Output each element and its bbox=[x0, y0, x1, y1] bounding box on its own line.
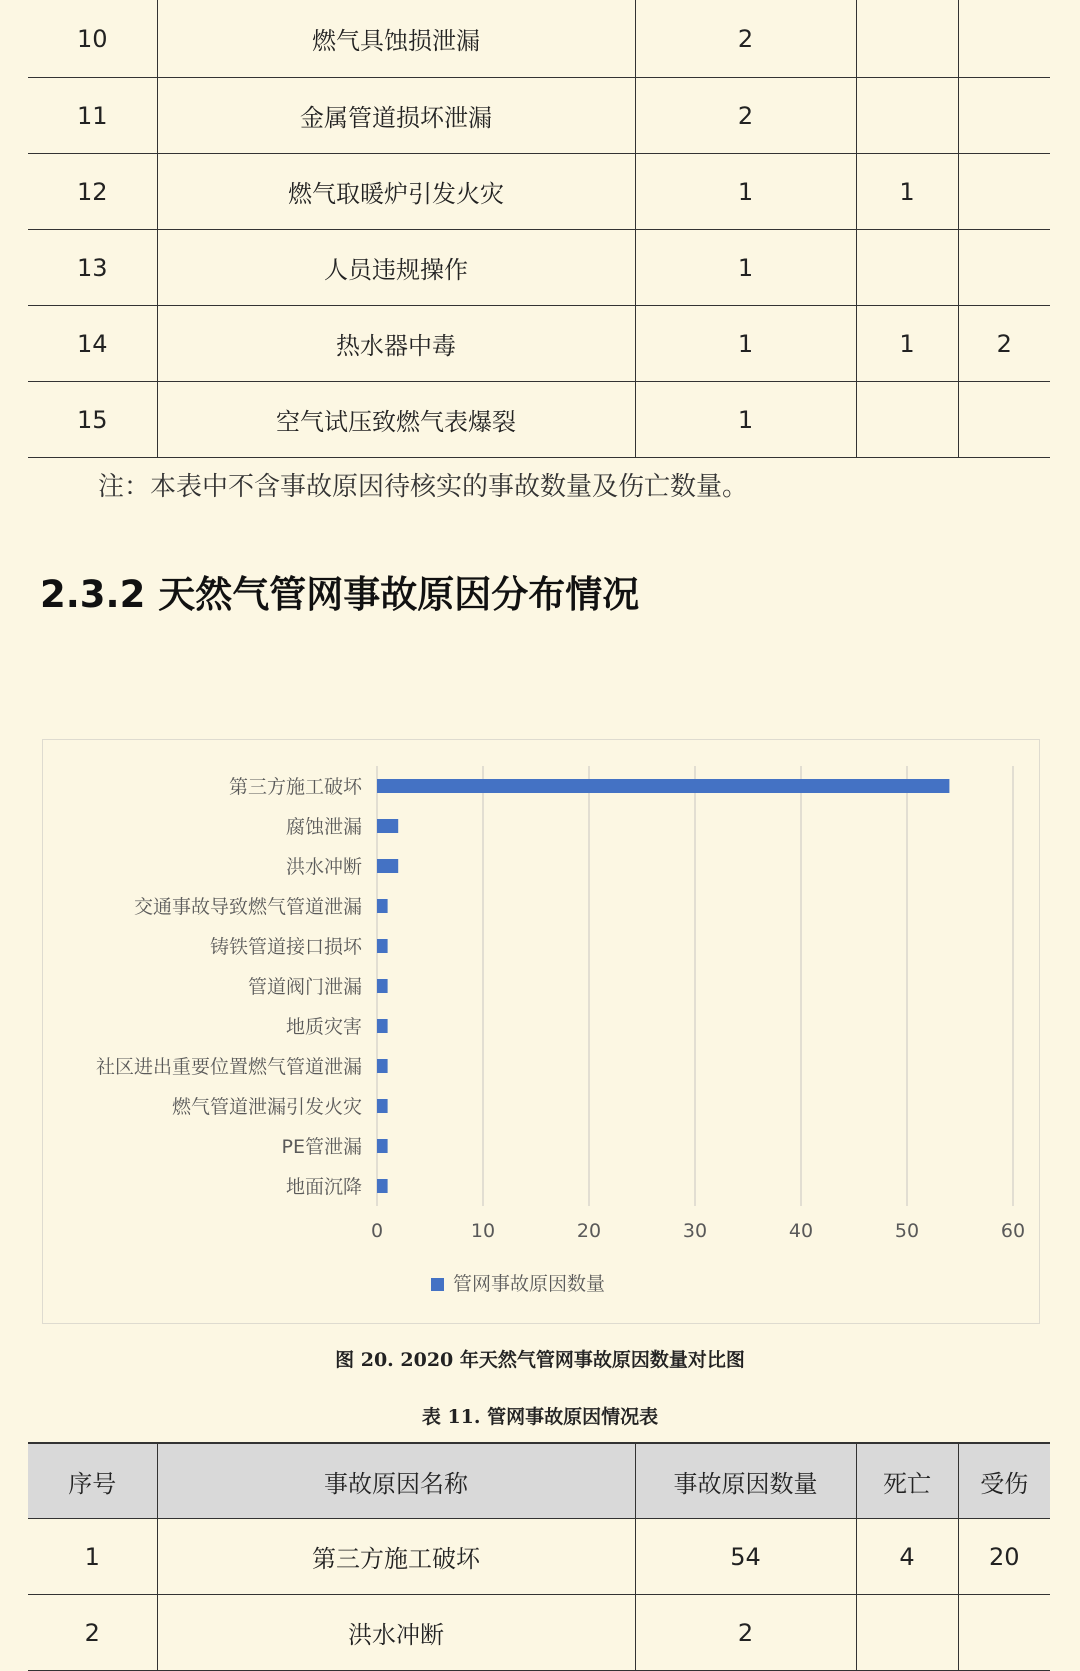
cause-name: 燃气取暖炉引发火灾 bbox=[157, 154, 635, 230]
category-label: 交通事故导致燃气管道泄漏 bbox=[133, 896, 362, 918]
deaths bbox=[856, 78, 958, 154]
bar bbox=[377, 1019, 388, 1033]
cause-name: 热水器中毒 bbox=[157, 306, 635, 382]
bar bbox=[377, 1099, 388, 1113]
injured bbox=[958, 78, 1050, 154]
injured bbox=[958, 1595, 1050, 1671]
x-tick-label: 30 bbox=[682, 1220, 708, 1242]
cause-count: 1 bbox=[635, 230, 856, 306]
category-label: 管道阀门泄漏 bbox=[247, 976, 362, 998]
bar bbox=[377, 1179, 388, 1193]
section-heading: 2.3.2 天然气管网事故原因分布情况 bbox=[40, 573, 640, 616]
x-tick-label: 50 bbox=[894, 1220, 920, 1242]
header-injured: 受伤 bbox=[958, 1443, 1050, 1519]
row-number: 11 bbox=[28, 78, 157, 154]
table-caption: 表 11. 管网事故原因情况表 bbox=[421, 1406, 659, 1428]
pipeline-accident-cause-table bbox=[28, 1442, 1050, 1671]
chart-container bbox=[42, 739, 1040, 1324]
deaths: 1 bbox=[856, 306, 958, 382]
row-number: 15 bbox=[28, 382, 157, 458]
cause-name: 洪水冲断 bbox=[157, 1595, 635, 1671]
injured bbox=[958, 0, 1050, 78]
injured bbox=[958, 154, 1050, 230]
cause-name: 金属管道损坏泄漏 bbox=[157, 78, 635, 154]
row-number: 1 bbox=[28, 1519, 157, 1595]
category-label: 地质灾害 bbox=[285, 1016, 362, 1038]
bar bbox=[377, 819, 398, 833]
deaths bbox=[856, 230, 958, 306]
table-row bbox=[28, 78, 1050, 154]
deaths bbox=[856, 382, 958, 458]
cause-name: 空气试压致燃气表爆裂 bbox=[157, 382, 635, 458]
table-header-row bbox=[28, 1443, 1050, 1519]
row-number: 12 bbox=[28, 154, 157, 230]
legend-swatch bbox=[431, 1278, 444, 1291]
cause-count: 2 bbox=[635, 78, 856, 154]
row-number: 13 bbox=[28, 230, 157, 306]
x-tick-label: 40 bbox=[788, 1220, 814, 1242]
bar bbox=[377, 859, 398, 873]
header-name: 事故原因名称 bbox=[157, 1443, 635, 1519]
category-label: 第三方施工破坏 bbox=[228, 776, 362, 798]
cause-count: 1 bbox=[635, 382, 856, 458]
category-label: PE管泄漏 bbox=[281, 1136, 362, 1158]
x-tick-label: 0 bbox=[370, 1220, 384, 1242]
cause-count: 54 bbox=[635, 1519, 856, 1595]
cause-count: 1 bbox=[635, 306, 856, 382]
x-tick-label: 20 bbox=[576, 1220, 602, 1242]
bar bbox=[377, 939, 388, 953]
category-label: 地面沉降 bbox=[285, 1176, 362, 1198]
row-number: 14 bbox=[28, 306, 157, 382]
bar bbox=[377, 1139, 388, 1153]
header-count: 事故原因数量 bbox=[635, 1443, 856, 1519]
legend-label: 管网事故原因数量 bbox=[453, 1273, 606, 1295]
injured: 2 bbox=[958, 306, 1050, 382]
injured bbox=[958, 382, 1050, 458]
category-label: 燃气管道泄漏引发火灾 bbox=[171, 1096, 362, 1118]
injured bbox=[958, 230, 1050, 306]
category-label: 洪水冲断 bbox=[285, 856, 362, 878]
figure-caption: 图 20. 2020 年天然气管网事故原因数量对比图 bbox=[335, 1349, 745, 1371]
cause-name: 燃气具蚀损泄漏 bbox=[157, 0, 635, 78]
deaths bbox=[856, 1595, 958, 1671]
table-row bbox=[28, 382, 1050, 458]
category-label: 腐蚀泄漏 bbox=[285, 816, 362, 838]
injured: 20 bbox=[958, 1519, 1050, 1595]
deaths bbox=[856, 0, 958, 78]
table-note: 注：本表中不含事故原因待核实的事故数量及伤亡数量。 bbox=[98, 472, 749, 502]
bar bbox=[377, 899, 388, 913]
category-label: 铸铁管道接口损坏 bbox=[209, 936, 362, 958]
category-label: 社区进出重要位置燃气管道泄漏 bbox=[95, 1056, 362, 1078]
row-number: 10 bbox=[28, 0, 157, 78]
table-row bbox=[28, 154, 1050, 230]
cause-count: 2 bbox=[635, 1595, 856, 1671]
bar bbox=[377, 979, 388, 993]
bar bbox=[377, 1059, 388, 1073]
deaths: 1 bbox=[856, 154, 958, 230]
x-tick-label: 10 bbox=[470, 1220, 496, 1242]
table-row bbox=[28, 230, 1050, 306]
bar bbox=[377, 779, 949, 793]
table-row bbox=[28, 0, 1050, 78]
table-row bbox=[28, 1519, 1050, 1595]
row-number: 2 bbox=[28, 1595, 157, 1671]
accident-cause-table-continued bbox=[28, 0, 1050, 458]
header-no: 序号 bbox=[28, 1443, 157, 1519]
cause-count: 2 bbox=[635, 0, 856, 78]
cause-name: 第三方施工破坏 bbox=[157, 1519, 635, 1595]
x-tick-label: 60 bbox=[1000, 1220, 1026, 1242]
table-row bbox=[28, 1595, 1050, 1671]
deaths: 4 bbox=[856, 1519, 958, 1595]
table-row bbox=[28, 306, 1050, 382]
header-deaths: 死亡 bbox=[856, 1443, 958, 1519]
bar-chart bbox=[43, 740, 1039, 1323]
cause-count: 1 bbox=[635, 154, 856, 230]
cause-name: 人员违规操作 bbox=[157, 230, 635, 306]
